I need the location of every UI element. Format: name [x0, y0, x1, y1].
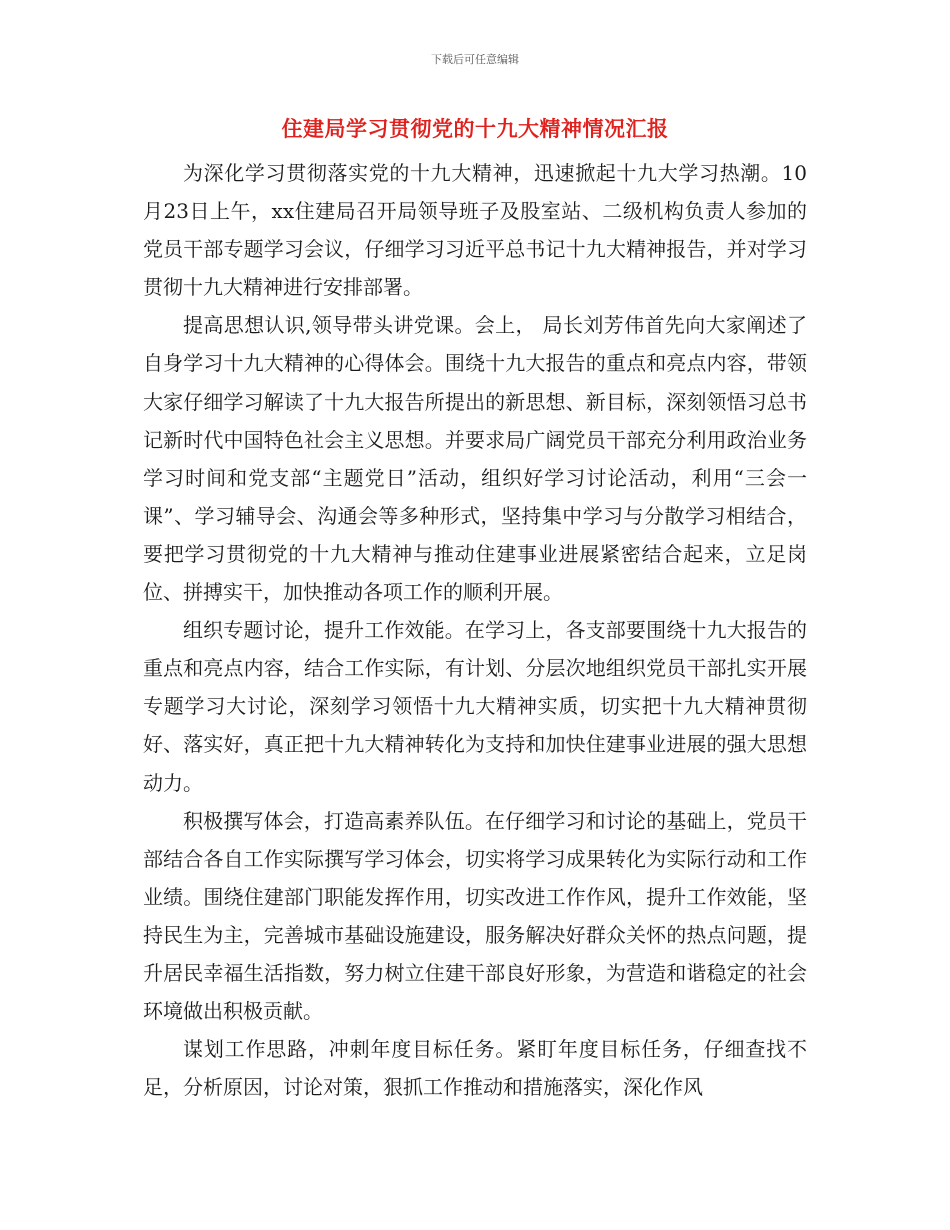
document-body	[143, 154, 807, 1106]
paragraph-3: 组织专题讨论，提升工作效能。在学习上，各支部要围绕十九大报告的重点和亮点内容，结合工作实际，有计划、分层次地组织党员干部扎实开展专题学习大讨论，深刻学习领悟十九大精神实质，切实把十九大精神贯彻好、落实好，真正把十九大精神转化为支持和加快住建事业进展的强大思想动力。	[143, 618, 807, 795]
header-note: 下载后可任意编辑	[431, 53, 519, 66]
document-title: 住建局学习贯彻党的十九大精神情况汇报	[281, 117, 669, 141]
paragraph-2: 提高思想认识,领导带头讲党课。会上， 局长刘芳伟首先向大家阐述了自身学习十九大精神的心得体会。围绕十九大报告的重点和亮点内容，带领大家仔细学习解读了十九大报告所提出的新思想、新目标，深刻领悟习总书记新时代中国特色社会主义思想。并要求局广阔党员干部充分利用政治业务学习时间和党支部“主题党日”活动，组织好学习讨论活动，利用“三会一课”、学习辅导会、沟通会等多种形式，坚持集中学习与分散学习相结合，要把学习贯彻党的十九大精神与推动住建事业进展紧密结合起来，立足岗位、拼搏实干，加快推动各项工作的顺利开展。	[143, 313, 807, 605]
paragraph-5: 谋划工作思路，冲刺年度目标任务。紧盯年度目标任务，仔细查找不足，分析原因，讨论对策，狠抓工作推动和措施落实，深化作风	[143, 1037, 807, 1100]
paragraph-4: 积极撰写体会，打造高素养队伍。在仔细学习和讨论的基础上，党员干部结合各自工作实际撰写学习体会，切实将学习成果转化为实际行动和工作业绩。围绕住建部门职能发挥作用，切实改进工作作风，提升工作效能，坚持民生为主，完善城市基础设施建设，服务解决好群众关怀的热点问题，提升居民幸福生活指数，努力树立住建干部良好形象，为营造和谐稳定的社会环境做出积极贡献。	[143, 808, 807, 1024]
paragraph-1: 为深化学习贯彻落实党的十九大精神，迅速掀起十九大学习热潮。10月23日上午，xx住建局召开局领导班子及股室站、二级机构负责人参加的党员干部专题学习会议，仔细学习习近平总书记十九大精神报告，并对学习贯彻十九大精神进行安排部署。	[143, 161, 807, 300]
